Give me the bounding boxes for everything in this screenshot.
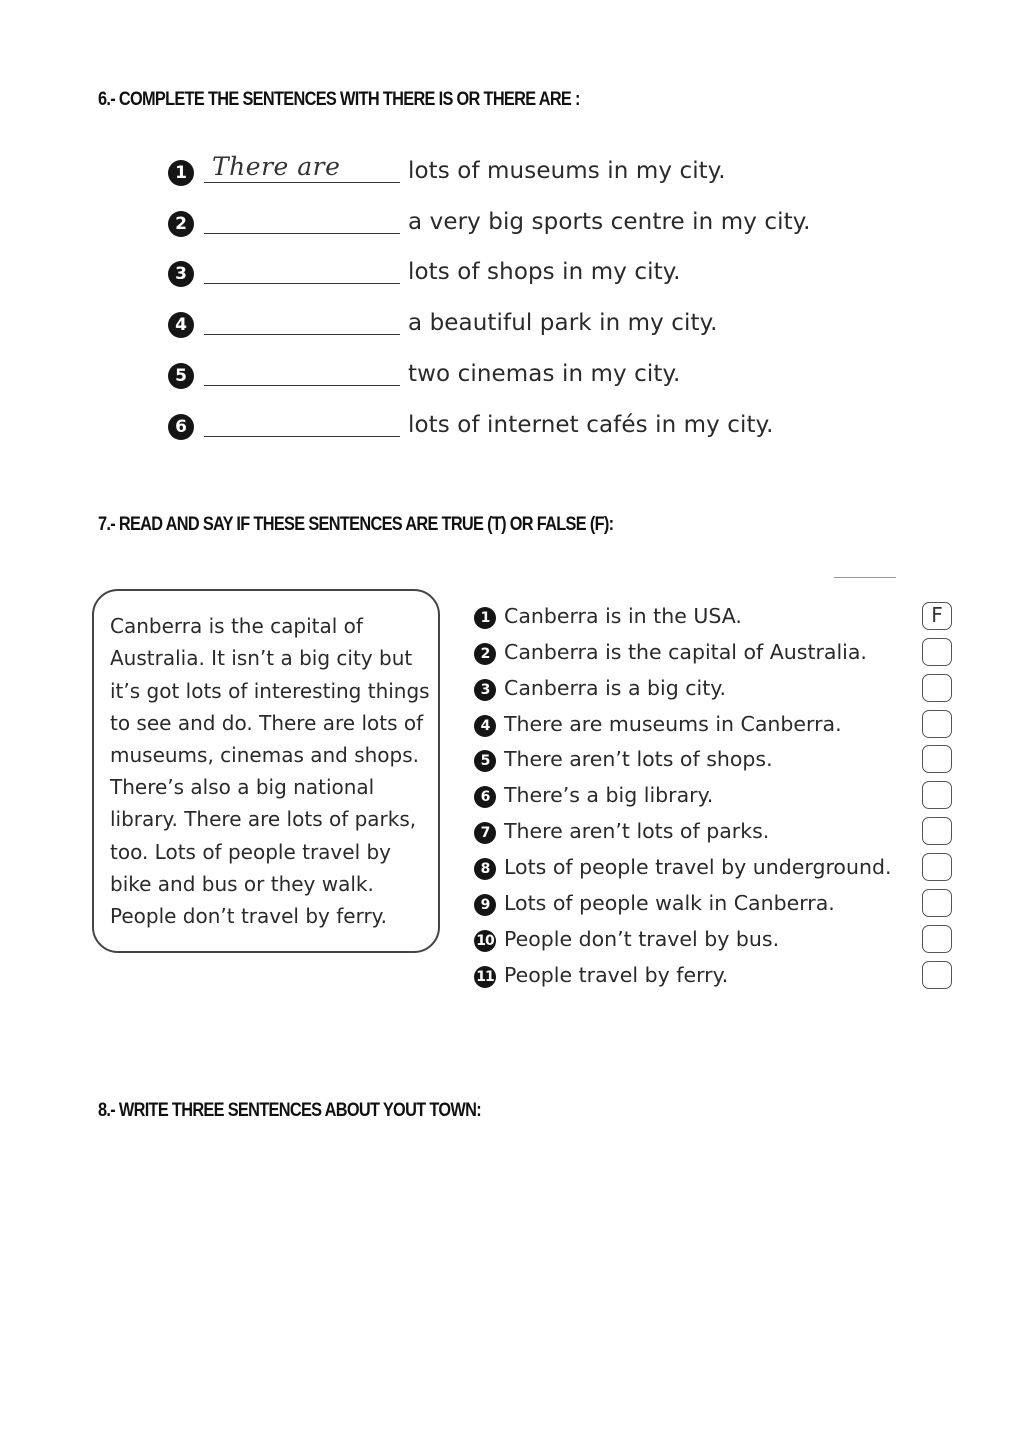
number-badge: 4 bbox=[474, 715, 496, 737]
answer-box[interactable] bbox=[922, 781, 952, 809]
number-badge: 6 bbox=[474, 786, 496, 808]
answer-blank[interactable] bbox=[204, 334, 400, 335]
reading-text-box bbox=[92, 589, 440, 953]
true-false-item bbox=[474, 638, 956, 672]
true-false-item bbox=[474, 925, 956, 959]
exercise-6-heading: 6.- COMPLETE THE SENTENCES WITH THERE IS OR THERE ARE : bbox=[98, 89, 580, 110]
answer-blank[interactable] bbox=[204, 436, 400, 437]
statement-text: There are museums in Canberra. bbox=[504, 712, 842, 736]
divider bbox=[834, 577, 896, 578]
exercise-6-item bbox=[168, 406, 868, 442]
sentence-text: a beautiful park in my city. bbox=[408, 310, 718, 336]
true-false-item bbox=[474, 961, 956, 995]
sentence-text: lots of museums in my city. bbox=[408, 158, 726, 184]
number-badge: 7 bbox=[474, 822, 496, 844]
reading-line: it’s got lots of interesting things bbox=[110, 679, 430, 703]
statement-text: There aren’t lots of shops. bbox=[504, 747, 773, 771]
answer-box[interactable] bbox=[922, 745, 952, 773]
answer-box[interactable] bbox=[922, 674, 952, 702]
handwritten-answer: There are bbox=[212, 152, 341, 181]
answer-box[interactable] bbox=[922, 853, 952, 881]
answer-blank[interactable] bbox=[204, 385, 400, 386]
answer-box[interactable] bbox=[922, 889, 952, 917]
true-false-item bbox=[474, 781, 956, 815]
number-badge: 3 bbox=[474, 679, 496, 701]
number-badge: 6 bbox=[168, 414, 194, 440]
answer-blank[interactable] bbox=[204, 182, 400, 183]
true-false-item bbox=[474, 745, 956, 779]
exercise-6-item bbox=[168, 304, 868, 340]
number-badge: 8 bbox=[474, 858, 496, 880]
answer-blank[interactable] bbox=[204, 233, 400, 234]
reading-line: People don’t travel by ferry. bbox=[110, 904, 388, 928]
statement-text: People don’t travel by bus. bbox=[504, 927, 780, 951]
statement-text: Canberra is in the USA. bbox=[504, 604, 742, 628]
exercise-6-item bbox=[168, 152, 868, 188]
statement-text: There aren’t lots of parks. bbox=[504, 819, 770, 843]
exercise-6-item bbox=[168, 355, 868, 391]
true-false-item bbox=[474, 853, 956, 887]
number-badge: 11 bbox=[474, 966, 496, 988]
answer-blank[interactable] bbox=[204, 283, 400, 284]
true-false-item bbox=[474, 602, 956, 636]
reading-line: Australia. It isn’t a big city but bbox=[110, 646, 413, 670]
reading-line: museums, cinemas and shops. bbox=[110, 743, 420, 767]
reading-line: There’s also a big national bbox=[110, 775, 375, 799]
exercise-7-heading: 7.- READ AND SAY IF THESE SENTENCES ARE TRUE (T) OR FALSE (F): bbox=[98, 514, 614, 535]
answer-box[interactable] bbox=[922, 710, 952, 738]
number-badge: 3 bbox=[168, 261, 194, 287]
number-badge: 1 bbox=[168, 160, 194, 186]
answer-box[interactable] bbox=[922, 638, 952, 666]
statement-text: People travel by ferry. bbox=[504, 963, 729, 987]
reading-line: Canberra is the capital of bbox=[110, 614, 363, 638]
sentence-text: lots of shops in my city. bbox=[408, 259, 681, 285]
reading-line: bike and bus or they walk. bbox=[110, 872, 374, 896]
answer-box[interactable] bbox=[922, 961, 952, 989]
statement-text: Lots of people travel by underground. bbox=[504, 855, 892, 879]
number-badge: 5 bbox=[474, 750, 496, 772]
answer-box[interactable] bbox=[922, 817, 952, 845]
number-badge: 9 bbox=[474, 894, 496, 916]
sentence-text: two cinemas in my city. bbox=[408, 361, 681, 387]
statement-text: Lots of people walk in Canberra. bbox=[504, 891, 835, 915]
exercise-6-item bbox=[168, 253, 868, 289]
reading-line: library. There are lots of parks, bbox=[110, 807, 417, 831]
statement-text: Canberra is a big city. bbox=[504, 676, 727, 700]
statement-text: There’s a big library. bbox=[504, 783, 714, 807]
number-badge: 5 bbox=[168, 363, 194, 389]
number-badge: 2 bbox=[168, 211, 194, 237]
answer-box[interactable] bbox=[922, 925, 952, 953]
number-badge: 10 bbox=[474, 930, 496, 952]
true-false-item bbox=[474, 889, 956, 923]
true-false-item bbox=[474, 817, 956, 851]
exercise-8-heading: 8.- WRITE THREE SENTENCES ABOUT YOUT TOWN: bbox=[98, 1100, 481, 1121]
true-false-item bbox=[474, 674, 956, 708]
sentence-text: lots of internet cafés in my city. bbox=[408, 412, 774, 438]
number-badge: 2 bbox=[474, 643, 496, 665]
reading-line: too. Lots of people travel by bbox=[110, 840, 392, 864]
sentence-text: a very big sports centre in my city. bbox=[408, 209, 811, 235]
reading-line: to see and do. There are lots of bbox=[110, 711, 424, 735]
number-badge: 4 bbox=[168, 312, 194, 338]
statement-text: Canberra is the capital of Australia. bbox=[504, 640, 867, 664]
number-badge: 1 bbox=[474, 607, 496, 629]
answer-box[interactable]: F bbox=[922, 602, 952, 630]
true-false-item bbox=[474, 710, 956, 744]
exercise-6-item bbox=[168, 203, 868, 239]
